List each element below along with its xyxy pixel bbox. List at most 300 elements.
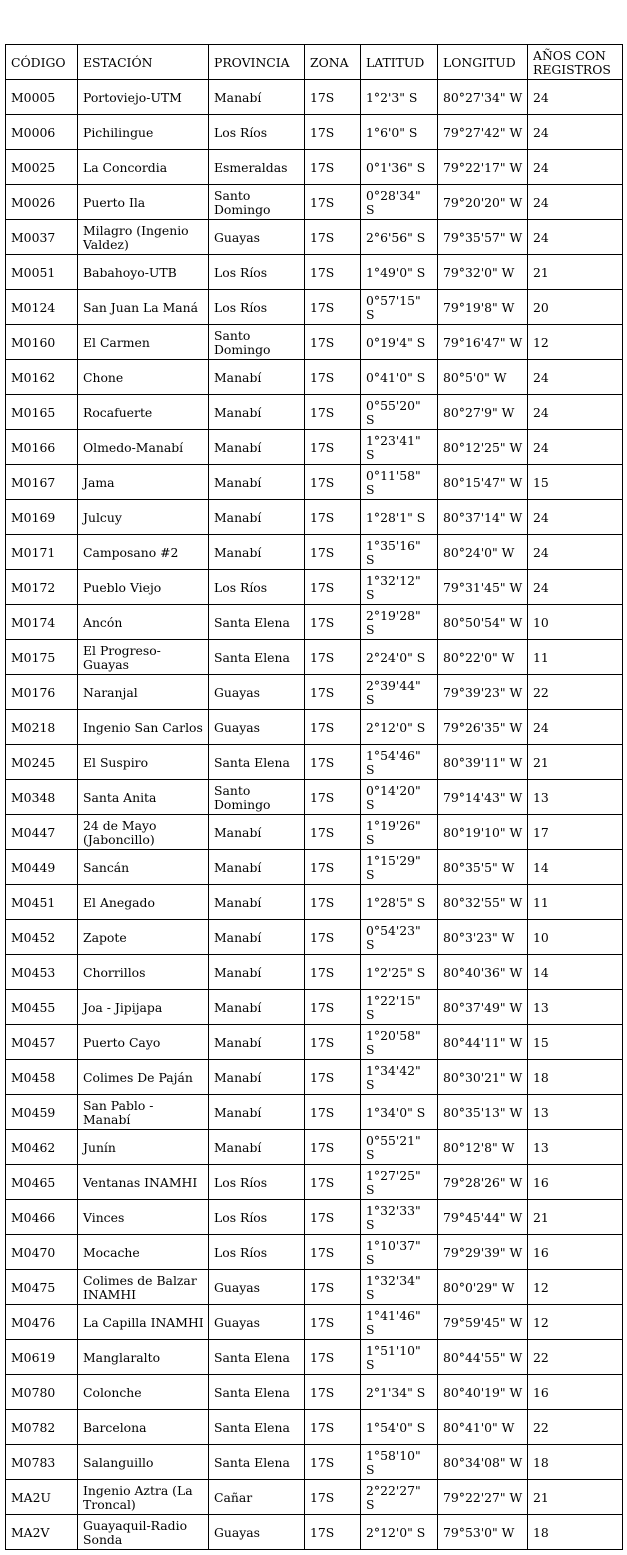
codigo-cell: M0167 bbox=[6, 465, 78, 500]
latitud-cell: 0°57'15" S bbox=[361, 290, 438, 325]
table-row bbox=[6, 465, 623, 500]
latitud-cell: 2°39'44" S bbox=[361, 675, 438, 710]
codigo-cell: M0175 bbox=[6, 640, 78, 675]
estacion-cell: San Pablo - Manabí bbox=[78, 1095, 209, 1130]
zona-cell: 17S bbox=[305, 80, 361, 115]
provincia-cell: Manabí bbox=[209, 1025, 305, 1060]
longitud-cell: 80°19'10" W bbox=[438, 815, 528, 850]
table-row bbox=[6, 745, 623, 780]
longitud-cell: 80°15'47" W bbox=[438, 465, 528, 500]
latitud-cell: 2°1'34" S bbox=[361, 1375, 438, 1410]
longitud-cell: 80°27'9" W bbox=[438, 395, 528, 430]
estacion-cell: Barcelona bbox=[78, 1410, 209, 1445]
zona-cell: 17S bbox=[305, 1515, 361, 1550]
codigo-cell: M0465 bbox=[6, 1165, 78, 1200]
provincia-cell: Santa Elena bbox=[209, 745, 305, 780]
estacion-cell: Vinces bbox=[78, 1200, 209, 1235]
longitud-cell: 79°26'35" W bbox=[438, 710, 528, 745]
estacion-cell: El Suspiro bbox=[78, 745, 209, 780]
codigo-cell: M0476 bbox=[6, 1305, 78, 1340]
latitud-cell: 2°24'0" S bbox=[361, 640, 438, 675]
estacion-cell: Colonche bbox=[78, 1375, 209, 1410]
latitud-cell: 1°28'1" S bbox=[361, 500, 438, 535]
provincia-cell: Santo Domingo bbox=[209, 325, 305, 360]
codigo-cell: M0171 bbox=[6, 535, 78, 570]
codigo-cell: M0453 bbox=[6, 955, 78, 990]
longitud-cell: 80°44'11" W bbox=[438, 1025, 528, 1060]
codigo-cell: M0459 bbox=[6, 1095, 78, 1130]
anos-cell: 24 bbox=[528, 430, 623, 465]
anos-cell: 11 bbox=[528, 640, 623, 675]
zona-cell: 17S bbox=[305, 325, 361, 360]
anos-cell: 18 bbox=[528, 1445, 623, 1480]
zona-cell: 17S bbox=[305, 220, 361, 255]
zona-cell: 17S bbox=[305, 500, 361, 535]
longitud-cell: 79°31'45" W bbox=[438, 570, 528, 605]
provincia-cell: Manabí bbox=[209, 360, 305, 395]
estacion-cell: San Juan La Maná bbox=[78, 290, 209, 325]
table-row bbox=[6, 675, 623, 710]
codigo-cell: M0124 bbox=[6, 290, 78, 325]
anos-cell: 24 bbox=[528, 360, 623, 395]
provincia-cell: Los Ríos bbox=[209, 1235, 305, 1270]
latitud-cell: 1°32'12" S bbox=[361, 570, 438, 605]
codigo-cell: M0455 bbox=[6, 990, 78, 1025]
provincia-cell: Manabí bbox=[209, 920, 305, 955]
header-zona: ZONA bbox=[305, 45, 361, 80]
longitud-cell: 79°20'20" W bbox=[438, 185, 528, 220]
anos-cell: 24 bbox=[528, 80, 623, 115]
anos-cell: 22 bbox=[528, 675, 623, 710]
anos-cell: 14 bbox=[528, 850, 623, 885]
longitud-cell: 80°3'23" W bbox=[438, 920, 528, 955]
table-row bbox=[6, 640, 623, 675]
latitud-cell: 2°12'0" S bbox=[361, 710, 438, 745]
provincia-cell: Los Ríos bbox=[209, 115, 305, 150]
codigo-cell: M0162 bbox=[6, 360, 78, 395]
estacion-cell: Colimes De Paján bbox=[78, 1060, 209, 1095]
estacion-cell: Sancán bbox=[78, 850, 209, 885]
table-row bbox=[6, 500, 623, 535]
latitud-cell: 2°19'28" S bbox=[361, 605, 438, 640]
longitud-cell: 80°5'0" W bbox=[438, 360, 528, 395]
provincia-cell: Manabí bbox=[209, 850, 305, 885]
longitud-cell: 79°22'17" W bbox=[438, 150, 528, 185]
table-row bbox=[6, 1515, 623, 1550]
longitud-cell: 80°37'49" W bbox=[438, 990, 528, 1025]
anos-cell: 24 bbox=[528, 220, 623, 255]
estacion-cell: Manglaralto bbox=[78, 1340, 209, 1375]
estacion-cell: Ancón bbox=[78, 605, 209, 640]
table-row bbox=[6, 815, 623, 850]
zona-cell: 17S bbox=[305, 955, 361, 990]
provincia-cell: Manabí bbox=[209, 1060, 305, 1095]
codigo-cell: M0218 bbox=[6, 710, 78, 745]
anos-cell: 24 bbox=[528, 150, 623, 185]
table-row bbox=[6, 430, 623, 465]
estacion-cell: Camposano #2 bbox=[78, 535, 209, 570]
provincia-cell: Manabí bbox=[209, 430, 305, 465]
longitud-cell: 79°14'43" W bbox=[438, 780, 528, 815]
anos-cell: 21 bbox=[528, 745, 623, 780]
anos-cell: 10 bbox=[528, 605, 623, 640]
codigo-cell: M0619 bbox=[6, 1340, 78, 1375]
estacion-cell: Guayaquil-Radio Sonda bbox=[78, 1515, 209, 1550]
estacion-cell: El Progreso-Guayas bbox=[78, 640, 209, 675]
codigo-cell: M0160 bbox=[6, 325, 78, 360]
anos-cell: 22 bbox=[528, 1340, 623, 1375]
estacion-cell: Salanguillo bbox=[78, 1445, 209, 1480]
estacion-cell: Pichilingue bbox=[78, 115, 209, 150]
table-row bbox=[6, 1445, 623, 1480]
estacion-cell: La Concordia bbox=[78, 150, 209, 185]
latitud-cell: 1°27'25" S bbox=[361, 1165, 438, 1200]
longitud-cell: 80°22'0" W bbox=[438, 640, 528, 675]
table-row bbox=[6, 885, 623, 920]
anos-cell: 13 bbox=[528, 1130, 623, 1165]
anos-cell: 16 bbox=[528, 1165, 623, 1200]
longitud-cell: 80°30'21" W bbox=[438, 1060, 528, 1095]
latitud-cell: 1°41'46" S bbox=[361, 1305, 438, 1340]
zona-cell: 17S bbox=[305, 885, 361, 920]
zona-cell: 17S bbox=[305, 710, 361, 745]
latitud-cell: 0°55'20" S bbox=[361, 395, 438, 430]
longitud-cell: 79°59'45" W bbox=[438, 1305, 528, 1340]
table-row bbox=[6, 1305, 623, 1340]
longitud-cell: 80°35'5" W bbox=[438, 850, 528, 885]
table-row bbox=[6, 360, 623, 395]
table-row bbox=[6, 955, 623, 990]
table-row bbox=[6, 780, 623, 815]
latitud-cell: 1°58'10" S bbox=[361, 1445, 438, 1480]
anos-cell: 24 bbox=[528, 395, 623, 430]
zona-cell: 17S bbox=[305, 990, 361, 1025]
codigo-cell: MA2U bbox=[6, 1480, 78, 1515]
zona-cell: 17S bbox=[305, 570, 361, 605]
codigo-cell: M0174 bbox=[6, 605, 78, 640]
longitud-cell: 79°19'8" W bbox=[438, 290, 528, 325]
estacion-cell: Puerto Cayo bbox=[78, 1025, 209, 1060]
anos-cell: 18 bbox=[528, 1515, 623, 1550]
latitud-cell: 0°28'34" S bbox=[361, 185, 438, 220]
latitud-cell: 0°1'36" S bbox=[361, 150, 438, 185]
codigo-cell: M0026 bbox=[6, 185, 78, 220]
latitud-cell: 1°20'58" S bbox=[361, 1025, 438, 1060]
longitud-cell: 79°16'47" W bbox=[438, 325, 528, 360]
anos-cell: 24 bbox=[528, 500, 623, 535]
zona-cell: 17S bbox=[305, 465, 361, 500]
stations-table bbox=[5, 44, 623, 1550]
table-row bbox=[6, 220, 623, 255]
estacion-cell: Chorrillos bbox=[78, 955, 209, 990]
longitud-cell: 79°53'0" W bbox=[438, 1515, 528, 1550]
codigo-cell: M0457 bbox=[6, 1025, 78, 1060]
provincia-cell: Los Ríos bbox=[209, 1165, 305, 1200]
longitud-cell: 80°40'36" W bbox=[438, 955, 528, 990]
anos-cell: 13 bbox=[528, 990, 623, 1025]
table-row bbox=[6, 1480, 623, 1515]
provincia-cell: Santa Elena bbox=[209, 605, 305, 640]
latitud-cell: 1°49'0" S bbox=[361, 255, 438, 290]
table-row bbox=[6, 570, 623, 605]
codigo-cell: M0348 bbox=[6, 780, 78, 815]
table-row bbox=[6, 1060, 623, 1095]
zona-cell: 17S bbox=[305, 1235, 361, 1270]
estacion-cell: La Capilla INAMHI bbox=[78, 1305, 209, 1340]
codigo-cell: M0780 bbox=[6, 1375, 78, 1410]
zona-cell: 17S bbox=[305, 290, 361, 325]
zona-cell: 17S bbox=[305, 815, 361, 850]
provincia-cell: Manabí bbox=[209, 465, 305, 500]
estacion-cell: Puerto Ila bbox=[78, 185, 209, 220]
longitud-cell: 79°35'57" W bbox=[438, 220, 528, 255]
provincia-cell: Santa Elena bbox=[209, 1340, 305, 1375]
anos-cell: 12 bbox=[528, 325, 623, 360]
anos-cell: 15 bbox=[528, 465, 623, 500]
table-row bbox=[6, 115, 623, 150]
header-latitud: LATITUD bbox=[361, 45, 438, 80]
latitud-cell: 1°54'0" S bbox=[361, 1410, 438, 1445]
anos-cell: 16 bbox=[528, 1235, 623, 1270]
estacion-cell: Santa Anita bbox=[78, 780, 209, 815]
table-row bbox=[6, 990, 623, 1025]
codigo-cell: M0025 bbox=[6, 150, 78, 185]
provincia-cell: Esmeraldas bbox=[209, 150, 305, 185]
estacion-cell: Jama bbox=[78, 465, 209, 500]
latitud-cell: 2°12'0" S bbox=[361, 1515, 438, 1550]
anos-cell: 12 bbox=[528, 1305, 623, 1340]
estacion-cell: Colimes de Balzar INAMHI bbox=[78, 1270, 209, 1305]
codigo-cell: M0006 bbox=[6, 115, 78, 150]
estacion-cell: Naranjal bbox=[78, 675, 209, 710]
longitud-cell: 79°32'0" W bbox=[438, 255, 528, 290]
latitud-cell: 1°34'0" S bbox=[361, 1095, 438, 1130]
estacion-cell: Mocache bbox=[78, 1235, 209, 1270]
estacion-cell: Rocafuerte bbox=[78, 395, 209, 430]
codigo-cell: M0451 bbox=[6, 885, 78, 920]
anos-cell: 13 bbox=[528, 1095, 623, 1130]
provincia-cell: Manabí bbox=[209, 395, 305, 430]
table-row bbox=[6, 1165, 623, 1200]
codigo-cell: M0037 bbox=[6, 220, 78, 255]
codigo-cell: M0458 bbox=[6, 1060, 78, 1095]
longitud-cell: 80°35'13" W bbox=[438, 1095, 528, 1130]
provincia-cell: Manabí bbox=[209, 885, 305, 920]
estacion-cell: 24 de Mayo (Jaboncillo) bbox=[78, 815, 209, 850]
codigo-cell: M0783 bbox=[6, 1445, 78, 1480]
table-row bbox=[6, 1130, 623, 1165]
zona-cell: 17S bbox=[305, 1130, 361, 1165]
zona-cell: 17S bbox=[305, 1375, 361, 1410]
estacion-cell: Junín bbox=[78, 1130, 209, 1165]
provincia-cell: Cañar bbox=[209, 1480, 305, 1515]
latitud-cell: 2°6'56" S bbox=[361, 220, 438, 255]
zona-cell: 17S bbox=[305, 1060, 361, 1095]
longitud-cell: 80°27'34" W bbox=[438, 80, 528, 115]
zona-cell: 17S bbox=[305, 920, 361, 955]
zona-cell: 17S bbox=[305, 1095, 361, 1130]
table-row bbox=[6, 850, 623, 885]
longitud-cell: 80°12'25" W bbox=[438, 430, 528, 465]
zona-cell: 17S bbox=[305, 1340, 361, 1375]
estacion-cell: Ventanas INAMHI bbox=[78, 1165, 209, 1200]
zona-cell: 17S bbox=[305, 780, 361, 815]
zona-cell: 17S bbox=[305, 640, 361, 675]
latitud-cell: 1°23'41" S bbox=[361, 430, 438, 465]
anos-cell: 21 bbox=[528, 1480, 623, 1515]
zona-cell: 17S bbox=[305, 395, 361, 430]
zona-cell: 17S bbox=[305, 535, 361, 570]
anos-cell: 17 bbox=[528, 815, 623, 850]
latitud-cell: 1°35'16" S bbox=[361, 535, 438, 570]
provincia-cell: Los Ríos bbox=[209, 570, 305, 605]
latitud-cell: 1°54'46" S bbox=[361, 745, 438, 780]
longitud-cell: 80°41'0" W bbox=[438, 1410, 528, 1445]
estacion-cell: El Anegado bbox=[78, 885, 209, 920]
header-anos-registros: AÑOS CON REGISTROS bbox=[528, 45, 623, 80]
anos-cell: 14 bbox=[528, 955, 623, 990]
table-row bbox=[6, 1025, 623, 1060]
codigo-cell: M0051 bbox=[6, 255, 78, 290]
estacion-cell: Milagro (Ingenio Valdez) bbox=[78, 220, 209, 255]
codigo-cell: M0245 bbox=[6, 745, 78, 780]
table-row bbox=[6, 535, 623, 570]
provincia-cell: Los Ríos bbox=[209, 1200, 305, 1235]
provincia-cell: Santo Domingo bbox=[209, 780, 305, 815]
table-row bbox=[6, 1200, 623, 1235]
codigo-cell: M0782 bbox=[6, 1410, 78, 1445]
table-row bbox=[6, 920, 623, 955]
anos-cell: 21 bbox=[528, 255, 623, 290]
anos-cell: 22 bbox=[528, 1410, 623, 1445]
provincia-cell: Santa Elena bbox=[209, 1410, 305, 1445]
header-estacion: ESTACIÓN bbox=[78, 45, 209, 80]
estacion-cell: Ingenio San Carlos bbox=[78, 710, 209, 745]
provincia-cell: Guayas bbox=[209, 675, 305, 710]
zona-cell: 17S bbox=[305, 1480, 361, 1515]
table-body bbox=[6, 80, 623, 1550]
zona-cell: 17S bbox=[305, 1445, 361, 1480]
provincia-cell: Los Ríos bbox=[209, 290, 305, 325]
zona-cell: 17S bbox=[305, 745, 361, 780]
provincia-cell: Guayas bbox=[209, 1515, 305, 1550]
zona-cell: 17S bbox=[305, 1305, 361, 1340]
estacion-cell: Pueblo Viejo bbox=[78, 570, 209, 605]
latitud-cell: 0°19'4" S bbox=[361, 325, 438, 360]
latitud-cell: 0°55'21" S bbox=[361, 1130, 438, 1165]
zona-cell: 17S bbox=[305, 360, 361, 395]
provincia-cell: Manabí bbox=[209, 500, 305, 535]
estacion-cell: Julcuy bbox=[78, 500, 209, 535]
anos-cell: 24 bbox=[528, 570, 623, 605]
longitud-cell: 79°22'27" W bbox=[438, 1480, 528, 1515]
estacion-cell: Zapote bbox=[78, 920, 209, 955]
table-row bbox=[6, 1410, 623, 1445]
latitud-cell: 1°51'10" S bbox=[361, 1340, 438, 1375]
longitud-cell: 79°45'44" W bbox=[438, 1200, 528, 1235]
anos-cell: 15 bbox=[528, 1025, 623, 1060]
latitud-cell: 0°11'58" S bbox=[361, 465, 438, 500]
longitud-cell: 80°32'55" W bbox=[438, 885, 528, 920]
table-row bbox=[6, 1270, 623, 1305]
anos-cell: 21 bbox=[528, 1200, 623, 1235]
estacion-cell: Babahoyo-UTB bbox=[78, 255, 209, 290]
zona-cell: 17S bbox=[305, 150, 361, 185]
provincia-cell: Manabí bbox=[209, 80, 305, 115]
table-row bbox=[6, 395, 623, 430]
zona-cell: 17S bbox=[305, 605, 361, 640]
longitud-cell: 80°24'0" W bbox=[438, 535, 528, 570]
latitud-cell: 1°34'42" S bbox=[361, 1060, 438, 1095]
anos-cell: 12 bbox=[528, 1270, 623, 1305]
estacion-cell: Joa - Jipijapa bbox=[78, 990, 209, 1025]
provincia-cell: Guayas bbox=[209, 710, 305, 745]
anos-cell: 10 bbox=[528, 920, 623, 955]
codigo-cell: M0452 bbox=[6, 920, 78, 955]
zona-cell: 17S bbox=[305, 850, 361, 885]
zona-cell: 17S bbox=[305, 1025, 361, 1060]
anos-cell: 16 bbox=[528, 1375, 623, 1410]
provincia-cell: Manabí bbox=[209, 955, 305, 990]
zona-cell: 17S bbox=[305, 255, 361, 290]
latitud-cell: 1°32'33" S bbox=[361, 1200, 438, 1235]
header-codigo: CÓDIGO bbox=[6, 45, 78, 80]
anos-cell: 13 bbox=[528, 780, 623, 815]
provincia-cell: Manabí bbox=[209, 1095, 305, 1130]
provincia-cell: Guayas bbox=[209, 1270, 305, 1305]
estacion-cell: Olmedo-Manabí bbox=[78, 430, 209, 465]
latitud-cell: 1°6'0" S bbox=[361, 115, 438, 150]
longitud-cell: 79°27'42" W bbox=[438, 115, 528, 150]
latitud-cell: 1°2'25" S bbox=[361, 955, 438, 990]
estacion-cell: El Carmen bbox=[78, 325, 209, 360]
longitud-cell: 79°29'39" W bbox=[438, 1235, 528, 1270]
longitud-cell: 80°37'14" W bbox=[438, 500, 528, 535]
anos-cell: 18 bbox=[528, 1060, 623, 1095]
longitud-cell: 80°0'29" W bbox=[438, 1270, 528, 1305]
estacion-cell: Portoviejo-UTM bbox=[78, 80, 209, 115]
codigo-cell: M0475 bbox=[6, 1270, 78, 1305]
provincia-cell: Santo Domingo bbox=[209, 185, 305, 220]
codigo-cell: M0449 bbox=[6, 850, 78, 885]
table-row bbox=[6, 1340, 623, 1375]
table-row bbox=[6, 255, 623, 290]
anos-cell: 24 bbox=[528, 115, 623, 150]
estacion-cell: Ingenio Aztra (La Troncal) bbox=[78, 1480, 209, 1515]
provincia-cell: Guayas bbox=[209, 220, 305, 255]
anos-cell: 11 bbox=[528, 885, 623, 920]
codigo-cell: M0165 bbox=[6, 395, 78, 430]
provincia-cell: Los Ríos bbox=[209, 255, 305, 290]
provincia-cell: Santa Elena bbox=[209, 1445, 305, 1480]
latitud-cell: 0°54'23" S bbox=[361, 920, 438, 955]
longitud-cell: 80°40'19" W bbox=[438, 1375, 528, 1410]
provincia-cell: Manabí bbox=[209, 990, 305, 1025]
latitud-cell: 0°41'0" S bbox=[361, 360, 438, 395]
zona-cell: 17S bbox=[305, 1200, 361, 1235]
codigo-cell: MA2V bbox=[6, 1515, 78, 1550]
latitud-cell: 1°2'3" S bbox=[361, 80, 438, 115]
longitud-cell: 79°28'26" W bbox=[438, 1165, 528, 1200]
table-row bbox=[6, 80, 623, 115]
latitud-cell: 1°10'37" S bbox=[361, 1235, 438, 1270]
codigo-cell: M0466 bbox=[6, 1200, 78, 1235]
codigo-cell: M0172 bbox=[6, 570, 78, 605]
latitud-cell: 0°14'20" S bbox=[361, 780, 438, 815]
latitud-cell: 1°19'26" S bbox=[361, 815, 438, 850]
longitud-cell: 80°50'54" W bbox=[438, 605, 528, 640]
zona-cell: 17S bbox=[305, 1410, 361, 1445]
